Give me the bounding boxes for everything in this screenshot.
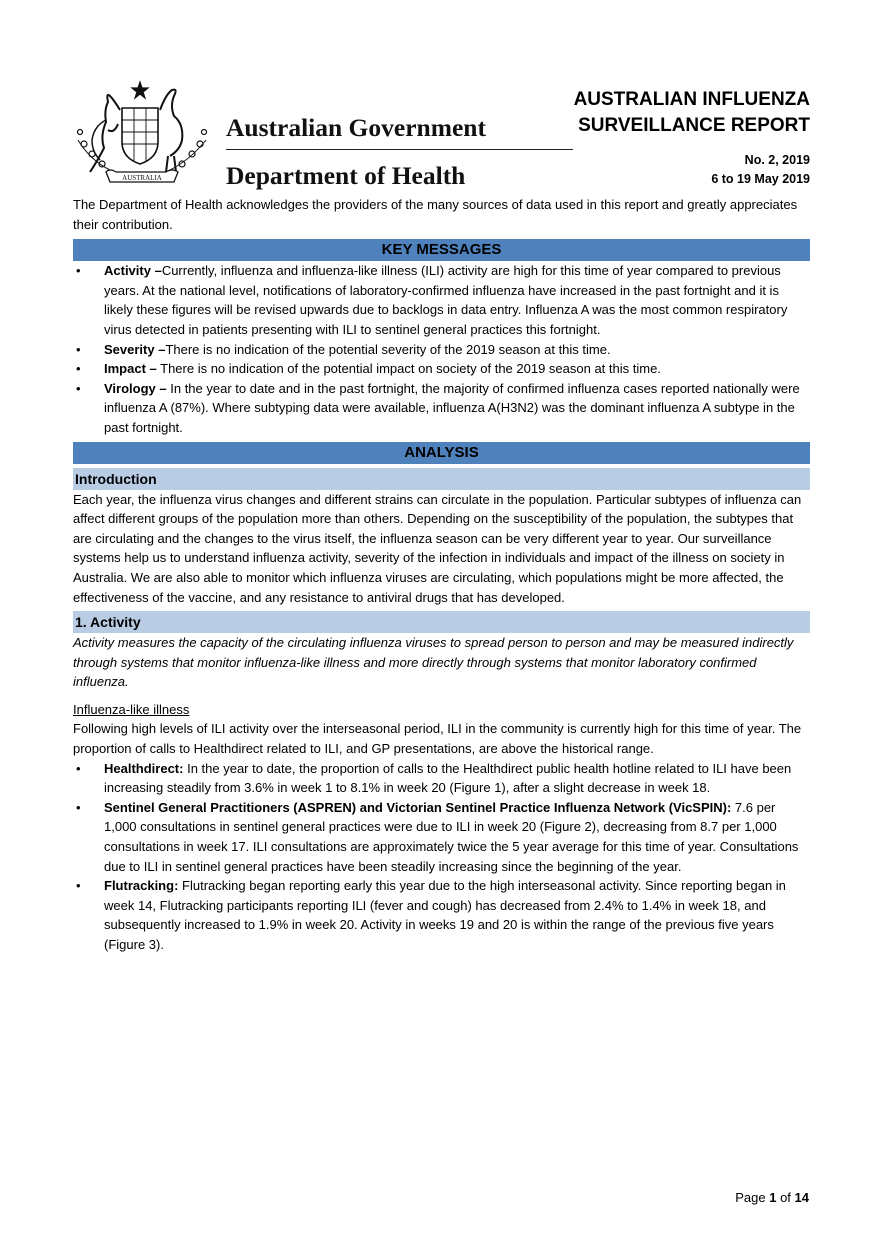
report-title: [574, 87, 810, 139]
svg-text:AUSTRALIA: AUSTRALIA: [122, 174, 162, 182]
bullet-icon: •: [76, 263, 81, 279]
list-item: • Severity –There is no indication of the potential severity of the 2019 season at this time.: [73, 340, 810, 360]
ili-heading: Influenza-like illness: [73, 701, 190, 717]
analysis-heading: ANALYSIS: [73, 442, 810, 464]
list-item: • Sentinel General Practitioners (ASPREN) and Victorian Sentinel Practice Influenza Network (VicSPIN): 7.6 per 1,000 consultations in sentinel general practices were due to ILI in week 20 (Figure 2), decreasing from 8.7 per 1,000 consultations in week 17. ILI consultations are approximately twice the 5 year average for this time of year. Consultations due to ILI in sentinel general practices have been steadily increasing since the beginning of the year.: [76, 799, 799, 874]
report-period: 6 to 19 May 2019: [711, 172, 810, 186]
bullet-icon: •: [76, 361, 81, 377]
list-item: • Healthdirect: In the year to date, the proportion of calls to the Healthdirect public health hotline related to ILI have been increasing steadily from 3.6% in week 1 to 8.1% in week 20 (Figure 1), after a slight decrease in week 18.: [76, 760, 792, 796]
acknowledgement-text: The Department of Health acknowledges the providers of the many sources of data used in this report and greatly appreciates their contribution.: [73, 197, 798, 232]
list-item: • Virology – In the year to date and in the past fortnight, the majority of confirmed influenza cases reported nationally were influenza A (87%). Where subtyping data were available, influenza A(H3N2) was the dominant influenza A subtype in the past fortnight.: [76, 380, 800, 435]
list-item: • Flutracking: Flutracking began reporting early this year due to the high interseasonal activity. Since reporting began in week 14, Flutracking participants reporting ILI (fever and cough) has decreased from 2.4% to 1.4% in week 18, and subsequently increased to 1.9% in week 20. Activity in weeks 19 and 20 is within the range of the previous five years (Figure 3).: [76, 878, 786, 952]
page-number: Page 1 of 14: [735, 1190, 809, 1205]
report-title-line1: AUSTRALIAN INFLUENZA: [573, 89, 810, 110]
bullet-icon: •: [76, 341, 81, 357]
bullet-icon: •: [76, 760, 81, 776]
bullet-icon: •: [76, 878, 81, 894]
ili-text: Following high levels of ILI activity over the interseasonal period, ILI in the community is currently high for this time of year. The proportion of calls to Healthdirect related to ILI, and GP presentations, are above the historical range.: [73, 721, 802, 757]
report-header: [70, 78, 810, 194]
introduction-heading: Introduction: [73, 468, 810, 490]
department-name: Department of Health: [226, 161, 466, 190]
activity-intro-text: Activity measures the capacity of the circulating influenza viruses to spread person to person and may be measured indirectly through systems that monitor influenza-like illness and more directly through systems that monitor laboratory confirmed influenza.: [73, 635, 794, 690]
bullet-icon: •: [76, 799, 81, 815]
key-messages-list: [73, 261, 810, 437]
activity-heading: 1. Activity: [73, 611, 810, 633]
government-name: Australian Government: [226, 113, 486, 142]
bullet-icon: •: [76, 380, 81, 396]
report-title-line2: SURVEILLANCE REPORT: [578, 115, 810, 136]
report-meta: [711, 151, 810, 189]
key-messages-heading: KEY MESSAGES: [73, 239, 810, 261]
ili-list: [73, 759, 810, 955]
report-content: [73, 195, 810, 955]
header-divider: [226, 149, 573, 150]
introduction-text: Each year, the influenza virus changes and different strains can circulate in the population. Particular subtypes of influenza can affect different groups of the population more than others. Depending on the susceptibility of the population, the subtypes that are circulating and the changes to the virus itself, the influenza season can be very different year to year. Our surveillance systems help us to understand influenza activity, severity of the infection in individuals and impact of the illness on society in Australia. We are also able to monitor which influenza viruses are circulating, which populations might be more affected, the effectiveness of the vaccine, and any resistance to antiviral drugs that has developed.: [73, 491, 802, 605]
report-issue: No. 2, 2019: [744, 153, 810, 167]
coat-of-arms-logo: [70, 80, 215, 192]
list-item: • Activity –Currently, influenza and influenza-like illness (ILI) activity are high for this time of year compared to previous years. At the national level, notifications of laboratory-confirmed influenza have increased in the past fortnight and it is likely these figures will be revised upwards due to backlogs in data entry. Influenza A was the most common respiratory virus detected in patients presenting with ILI to sentinel general practices this fortnight.: [76, 263, 788, 337]
list-item: • Impact – There is no indication of the potential impact on society of the 2019 season at this time.: [73, 359, 810, 379]
